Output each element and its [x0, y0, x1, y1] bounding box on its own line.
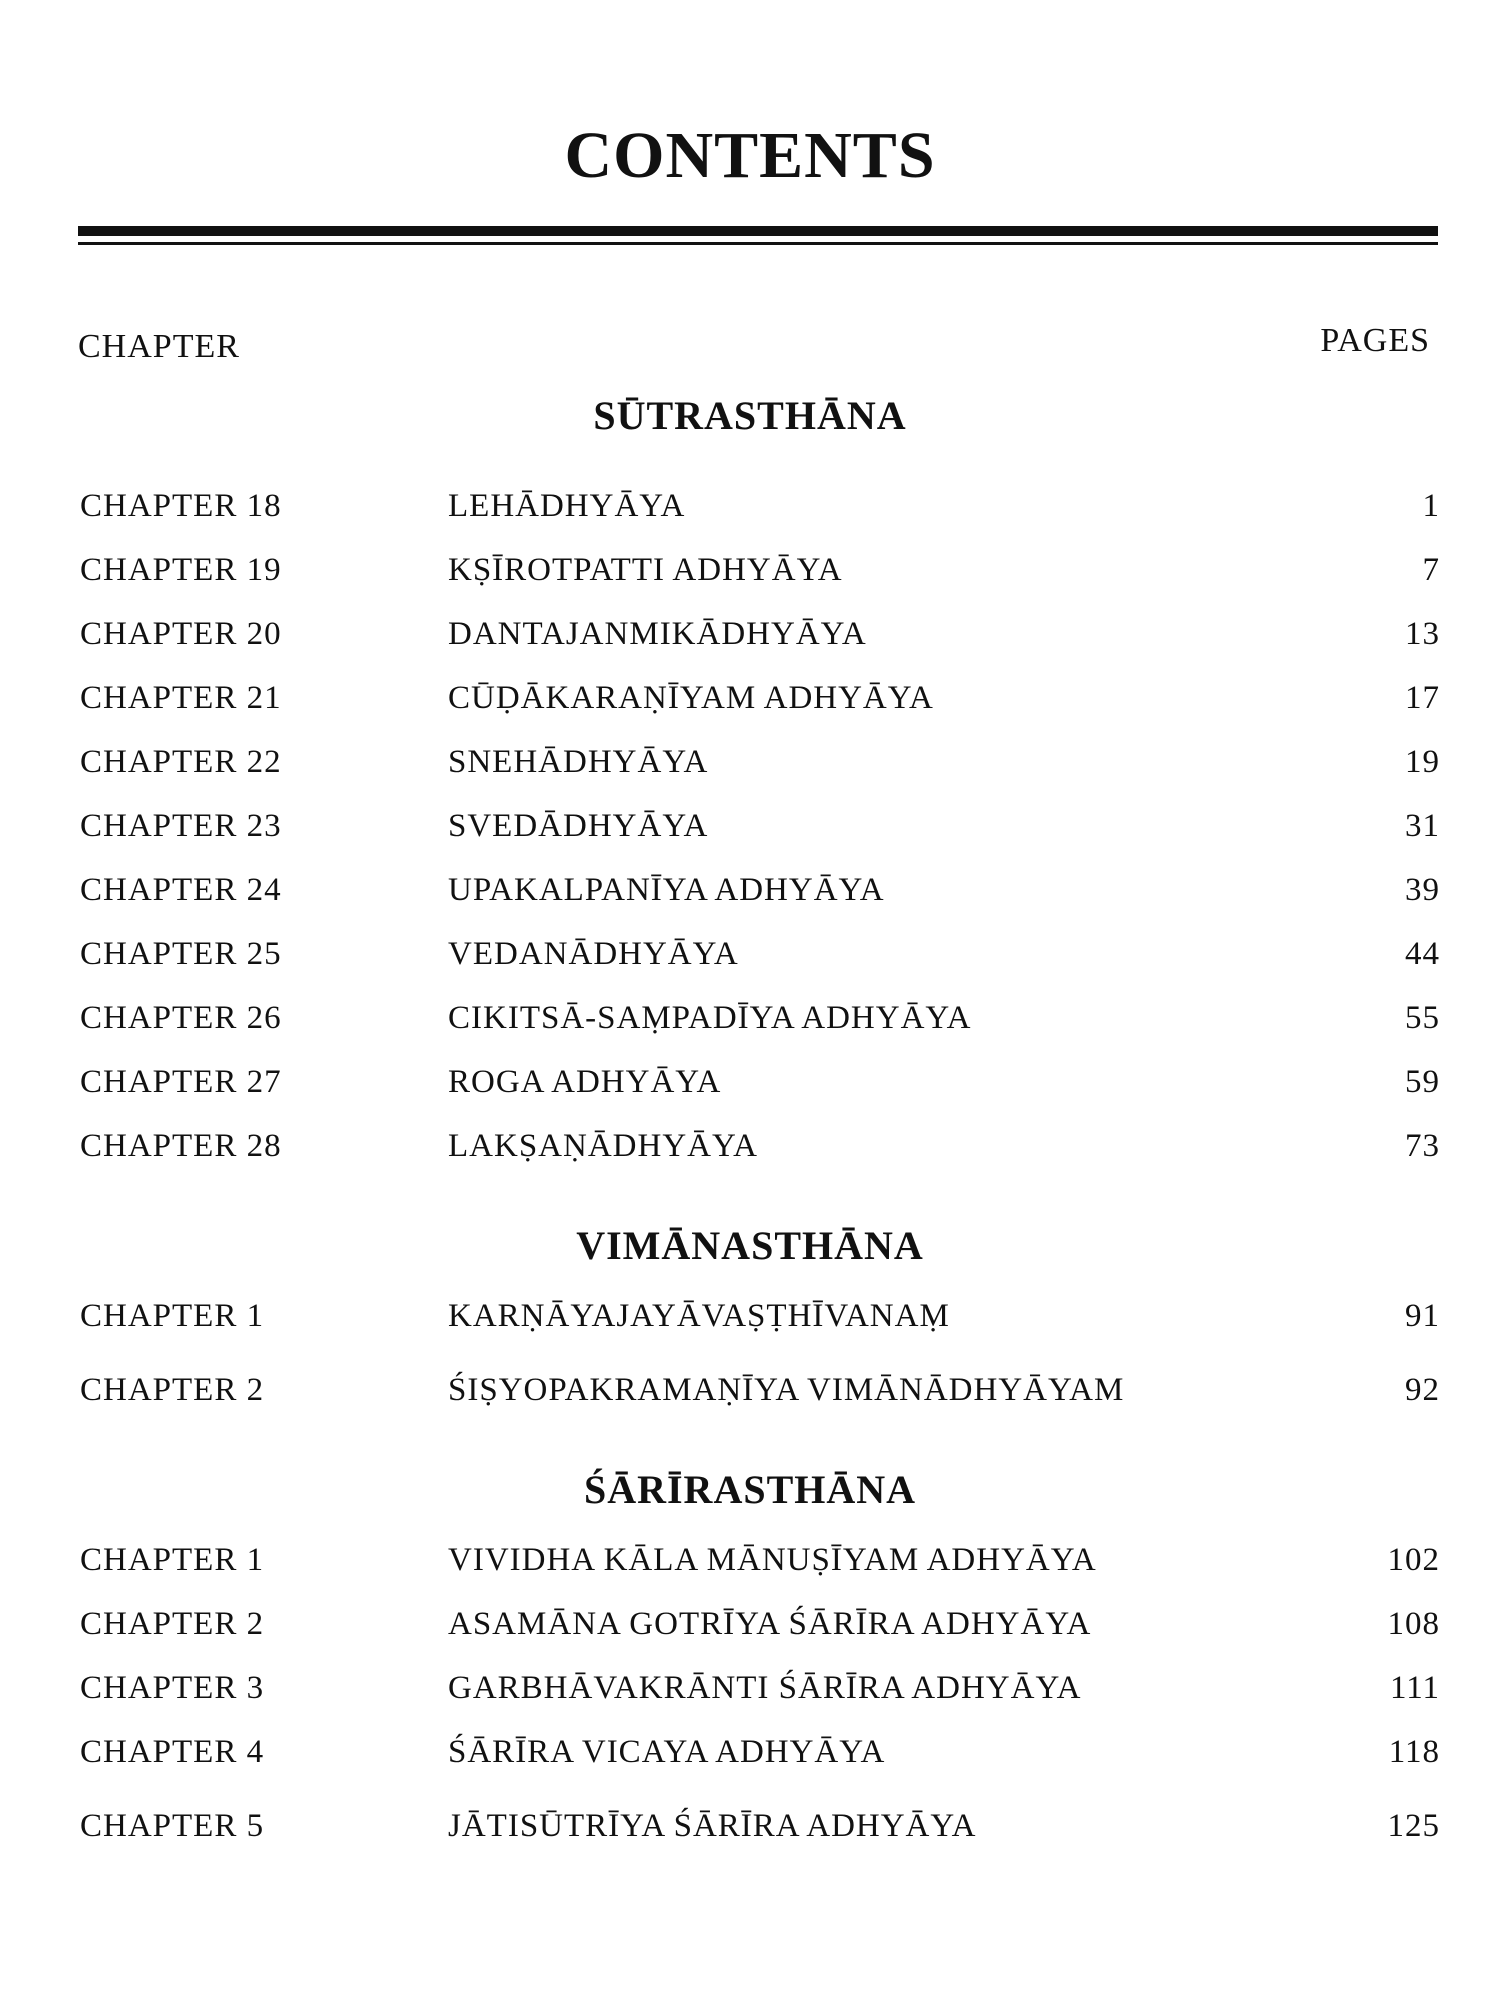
toc-chapter-number: CHAPTER 18 — [80, 488, 282, 524]
toc-page-number: 125 — [1387, 1808, 1440, 1844]
column-header-pages: PAGES — [1320, 322, 1430, 359]
toc-chapter-number: CHAPTER 23 — [80, 808, 282, 844]
toc-row[interactable] — [0, 808, 1500, 856]
toc-page-number: 31 — [1405, 808, 1440, 844]
toc-chapter-title: SNEHĀDHYĀYA — [448, 744, 709, 780]
toc-row[interactable] — [0, 552, 1500, 600]
toc-chapter-title: ROGA ADHYĀYA — [448, 1064, 722, 1100]
title-rule-thin — [78, 242, 1438, 245]
toc-chapter-number: CHAPTER 1 — [80, 1542, 265, 1578]
column-header-chapter: CHAPTER — [78, 328, 240, 365]
toc-row[interactable] — [0, 616, 1500, 664]
toc-page-number: 91 — [1405, 1298, 1440, 1334]
toc-row[interactable] — [0, 1606, 1500, 1654]
toc-row[interactable] — [0, 1808, 1500, 1856]
section-title-sarirasthana: ŚĀRĪRASTHĀNA — [583, 1467, 917, 1512]
toc-chapter-title: LEHĀDHYĀYA — [448, 488, 686, 524]
toc-page-number: 17 — [1405, 680, 1440, 716]
toc-chapter-title: KARṆĀYAJAYĀVAṢṬHĪVANAṂ — [448, 1298, 950, 1334]
toc-page-number: 108 — [1387, 1606, 1440, 1642]
toc-row[interactable] — [0, 1542, 1500, 1590]
page-title: CONTENTS — [564, 119, 936, 192]
toc-chapter-number: CHAPTER 3 — [80, 1670, 265, 1706]
toc-page-number: 118 — [1388, 1734, 1440, 1770]
toc-row[interactable] — [0, 936, 1500, 984]
toc-chapter-title: KṢĪROTPATTI ADHYĀYA — [448, 552, 843, 588]
toc-chapter-title: ŚIṢYOPAKRAMAṆĪYA VIMĀNĀDHYĀYAM — [448, 1372, 1125, 1408]
toc-chapter-title: ŚĀRĪRA VICAYA ADHYĀYA — [448, 1734, 886, 1770]
toc-chapter-title: UPAKALPANĪYA ADHYĀYA — [448, 872, 885, 908]
toc-row[interactable] — [0, 872, 1500, 920]
toc-chapter-number: CHAPTER 2 — [80, 1372, 265, 1408]
toc-page-number: 1 — [1422, 488, 1440, 524]
toc-chapter-title: LAKṢAṆĀDHYĀYA — [448, 1128, 758, 1164]
toc-chapter-number: CHAPTER 25 — [80, 936, 282, 972]
toc-chapter-number: CHAPTER 4 — [80, 1734, 265, 1770]
toc-row[interactable] — [0, 1298, 1500, 1346]
toc-chapter-number: CHAPTER 21 — [80, 680, 282, 716]
toc-page-number: 102 — [1387, 1542, 1440, 1578]
toc-row[interactable] — [0, 1734, 1500, 1782]
toc-row[interactable] — [0, 680, 1500, 728]
toc-chapter-title: ASAMĀNA GOTRĪYA ŚĀRĪRA ADHYĀYA — [448, 1606, 1092, 1642]
toc-chapter-title: GARBHĀVAKRĀNTI ŚĀRĪRA ADHYĀYA — [448, 1670, 1082, 1706]
toc-row[interactable] — [0, 1128, 1500, 1176]
toc-chapter-number: CHAPTER 1 — [80, 1298, 265, 1334]
toc-chapter-title: CŪḌĀKARAṆĪYAM ADHYĀYA — [448, 680, 934, 716]
toc-page-number: 59 — [1405, 1064, 1440, 1100]
toc-chapter-number: CHAPTER 2 — [80, 1606, 265, 1642]
toc-page-number: 7 — [1422, 552, 1440, 588]
toc-chapter-number: CHAPTER 24 — [80, 872, 282, 908]
toc-chapter-title: VEDANĀDHYĀYA — [448, 936, 739, 972]
section-title-sutrasthana: SŪTRASTHĀNA — [593, 393, 907, 438]
toc-chapter-title: JĀTISŪTRĪYA ŚĀRĪRA ADHYĀYA — [448, 1808, 977, 1844]
toc-chapter-number: CHAPTER 19 — [80, 552, 282, 588]
toc-page-number: 111 — [1389, 1670, 1440, 1706]
toc-page-number: 92 — [1405, 1372, 1440, 1408]
toc-chapter-title: CIKITSĀ-SAṂPADĪYA ADHYĀYA — [448, 1000, 972, 1036]
toc-chapter-title: SVEDĀDHYĀYA — [448, 808, 709, 844]
toc-chapter-title: VIVIDHA KĀLA MĀNUṢĪYAM ADHYĀYA — [448, 1542, 1097, 1578]
toc-chapter-title: DANTAJANMIKĀDHYĀYA — [448, 616, 867, 652]
toc-row[interactable] — [0, 488, 1500, 536]
toc-row[interactable] — [0, 1670, 1500, 1718]
section-title-vimanasthana: VIMĀNASTHĀNA — [576, 1223, 924, 1268]
toc-row[interactable] — [0, 1064, 1500, 1112]
toc-page-number: 39 — [1405, 872, 1440, 908]
toc-page-number: 44 — [1405, 936, 1440, 972]
toc-page-number: 13 — [1405, 616, 1440, 652]
toc-page-number: 19 — [1405, 744, 1440, 780]
toc-chapter-number: CHAPTER 5 — [80, 1808, 265, 1844]
toc-page-number: 73 — [1405, 1128, 1440, 1164]
toc-row[interactable] — [0, 744, 1500, 792]
toc-chapter-number: CHAPTER 28 — [80, 1128, 282, 1164]
toc-page-number: 55 — [1405, 1000, 1440, 1036]
toc-chapter-number: CHAPTER 26 — [80, 1000, 282, 1036]
title-rule-thick — [78, 226, 1438, 236]
toc-chapter-number: CHAPTER 20 — [80, 616, 282, 652]
toc-row[interactable] — [0, 1372, 1500, 1420]
toc-chapter-number: CHAPTER 22 — [80, 744, 282, 780]
toc-chapter-number: CHAPTER 27 — [80, 1064, 282, 1100]
toc-row[interactable] — [0, 1000, 1500, 1048]
